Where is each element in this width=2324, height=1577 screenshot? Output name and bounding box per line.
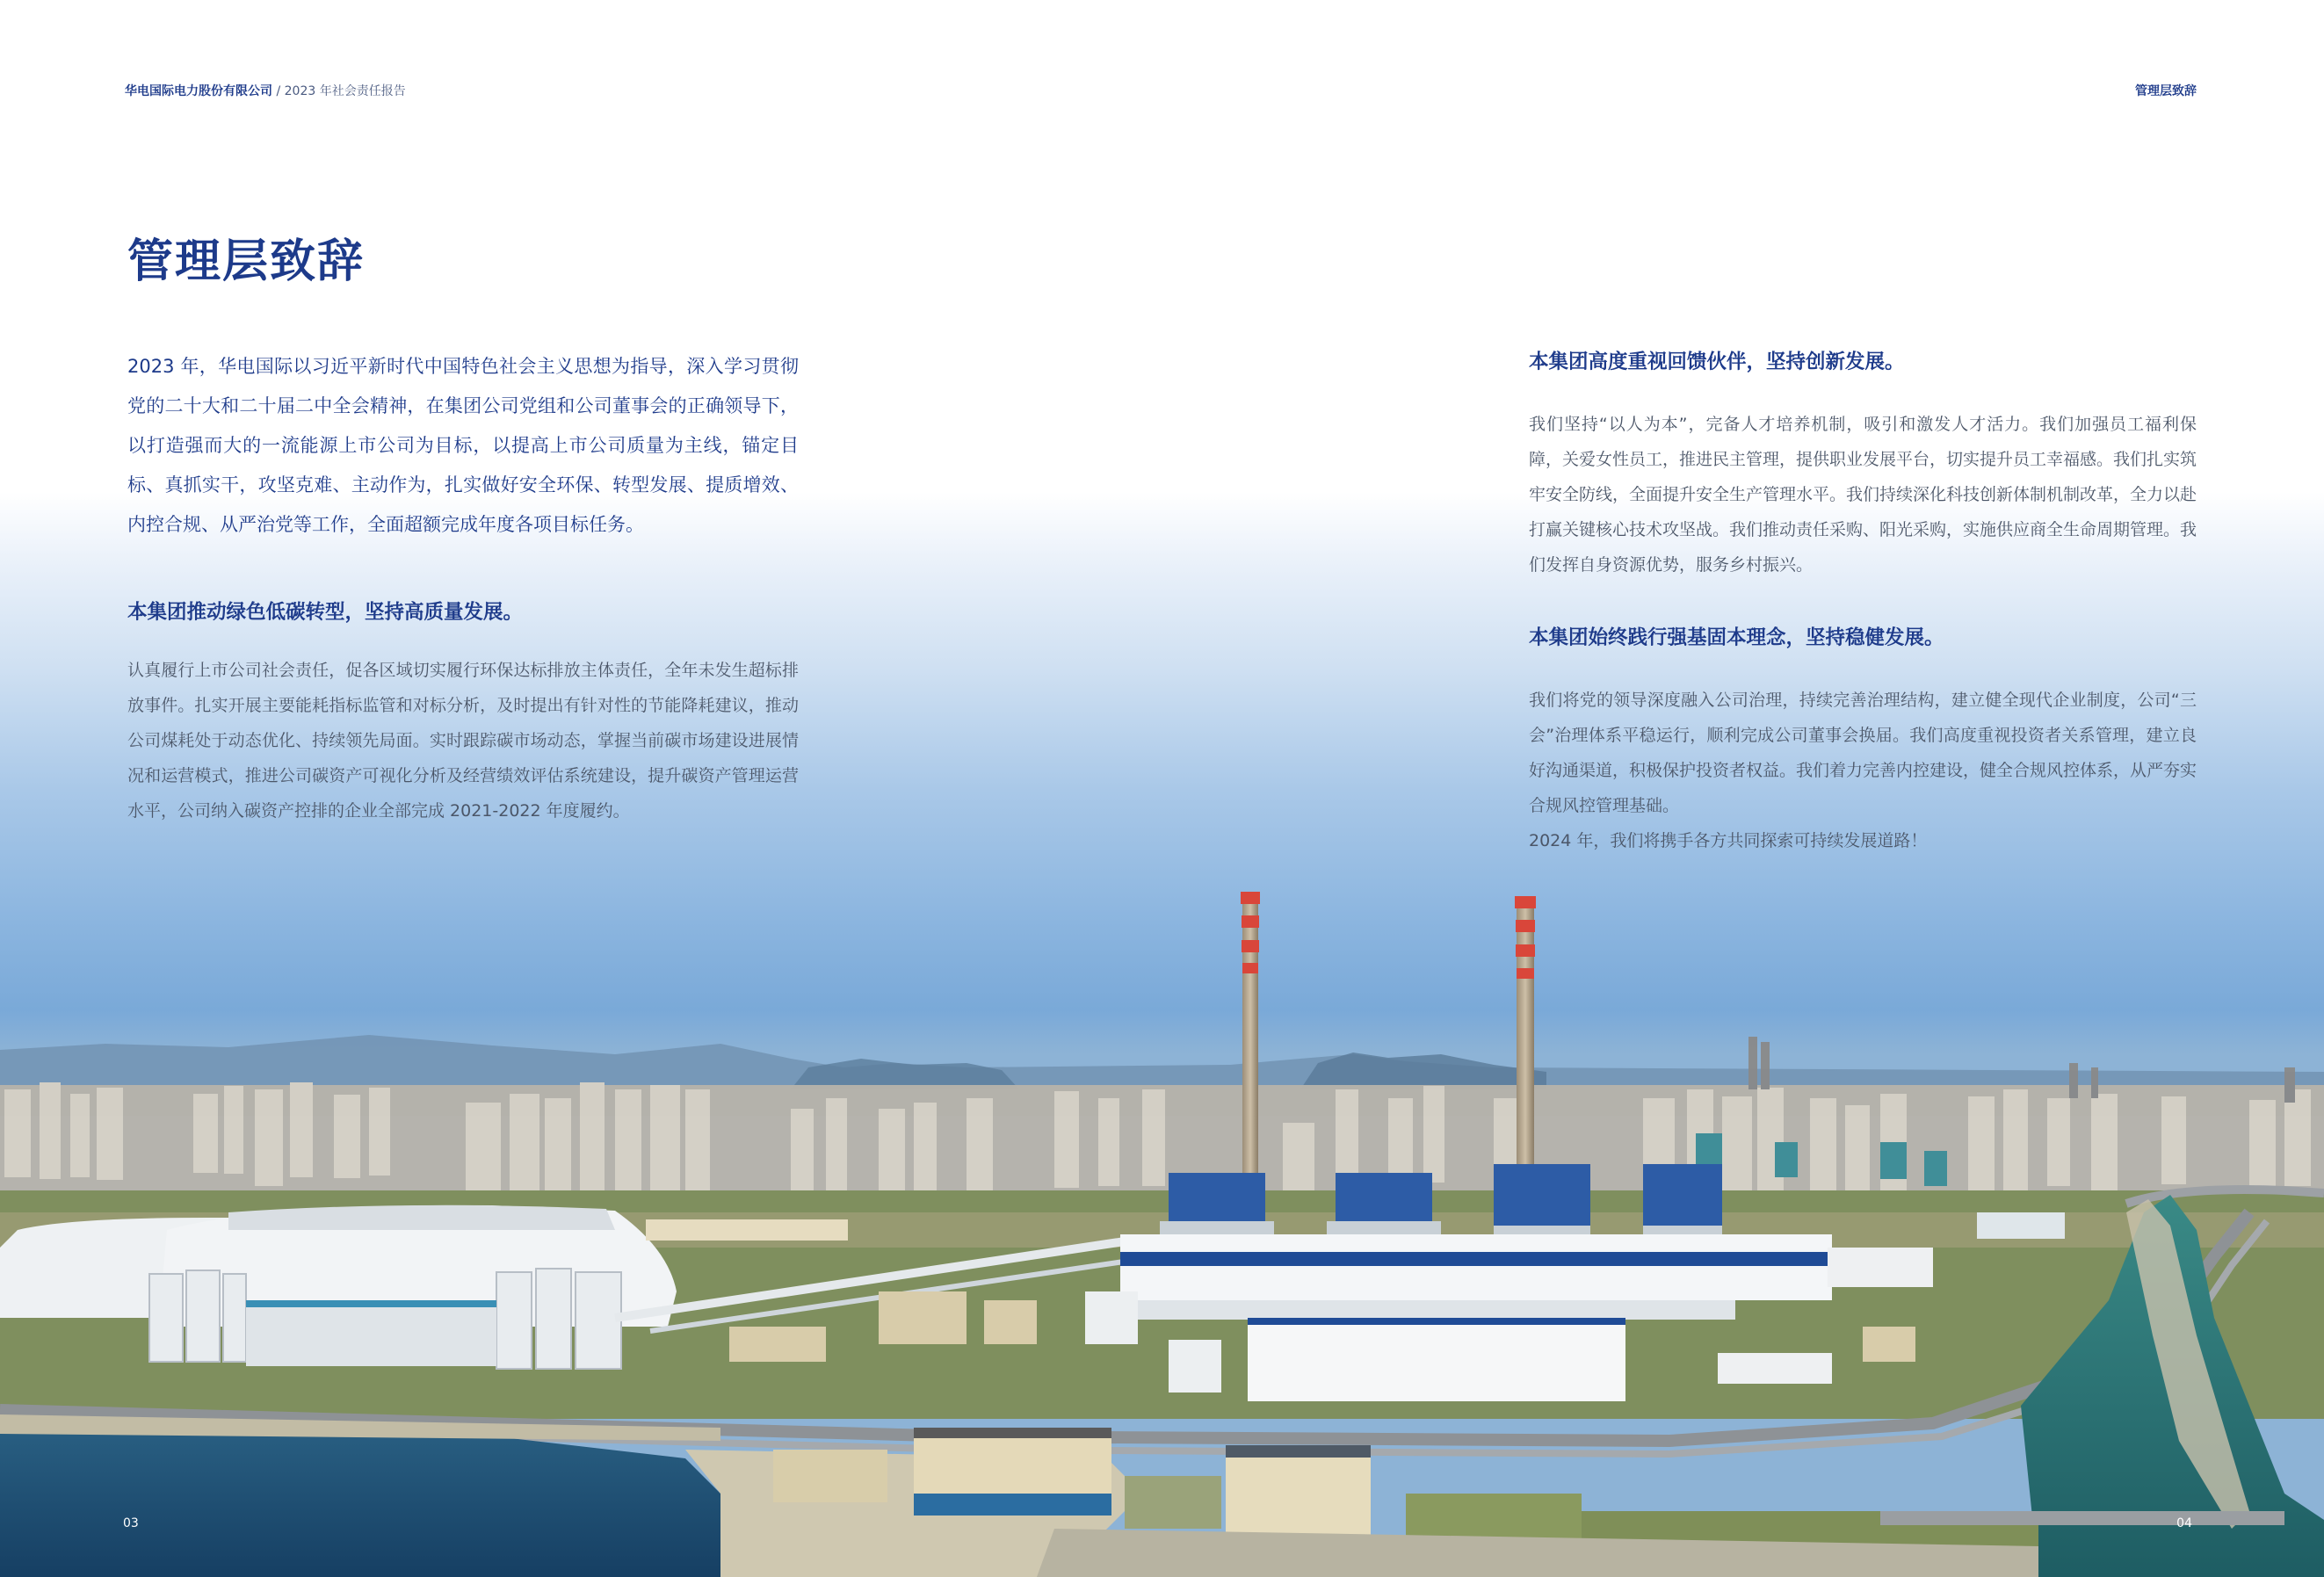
page-number-right: 04: [2176, 1516, 2192, 1530]
page-number-left: 03: [123, 1516, 139, 1530]
innovation-body: 我们坚持“以人为本”，完备人才培养机制，吸引和激发人才活力。我们加强员工福利保障，关爱女性员工，推进民主管理，提供职业发展平台，切实提升员工幸福感。我们扎实筑牢安全防线，全面提升安全生产管理水平。我们持续深化科技创新体制机制改革，全力以赴打赢关键核心技术攻坚战。我们推动责任采购、阳光采购，实施供应商全生命周期管理。我们发挥自身资源优势，服务乡村振兴。: [1529, 415, 2197, 575]
green-transition-heading: 本集团推动绿色低碳转型，坚持高质量发展。: [127, 601, 524, 624]
intro-paragraph: 2023 年，华电国际以习近平新时代中国特色社会主义思想为指导，深入学习贯彻党的二十大和二十届二中全会精神，在集团公司党组和公司董事会的正确领导下，以打造强而大的一流能源上市公司为目标，以提高上市公司质量为主线，锚定目标、真抓实干，攻坚克难、主动作为，扎实做好安全环保、转型发展、提质增效、内控合规、从严治党等工作，全面超额完成年度各项目标任务。: [127, 356, 799, 535]
closing-line: 2024 年，我们将携手各方共同探索可持续发展道路！: [1529, 831, 1928, 850]
stability-heading: 本集团始终践行强基固本理念，坚持稳健发展。: [1529, 626, 1944, 649]
company-name: 华电国际电力股份有限公司: [125, 84, 272, 98]
running-header: [125, 82, 406, 99]
report-name: 2023 年社会责任报告: [284, 84, 406, 98]
green-transition-body: 认真履行上市公司社会责任，促各区域切实履行环保达标排放主体责任，全年未发生超标排放事件。扎实开展主要能耗指标监管和对标分析，及时提出有针对性的节能降耗建议，推动公司煤耗处于动态优化、持续领先局面。实时跟踪碳市场动态，掌握当前碳市场建设进展情况和运营模式，推进公司碳资产可视化分析及经营绩效评估系统建设，提升碳资产管理运营水平，公司纳入碳资产控排的企业全部完成 2021-2022 年度履约。: [127, 661, 799, 821]
right-column: [1529, 347, 2197, 858]
section-label: 管理层致辞: [2135, 84, 2197, 98]
page-title: 管理层致辞: [127, 235, 366, 288]
left-column: [127, 347, 799, 828]
header-separator: /: [276, 84, 281, 98]
innovation-heading: 本集团高度重视回馈伙伴，坚持创新发展。: [1529, 351, 1905, 373]
stability-body: 我们将党的领导深度融入公司治理，持续完善治理结构，建立健全现代企业制度，公司“三会”治理体系平稳运行，顺利完成公司董事会换届。我们高度重视投资者关系管理，建立良好沟通渠道，积极保护投资者权益。我们着力完善内控建设，健全合规风控体系，从严夯实合规风控管理基础。: [1529, 691, 2197, 815]
